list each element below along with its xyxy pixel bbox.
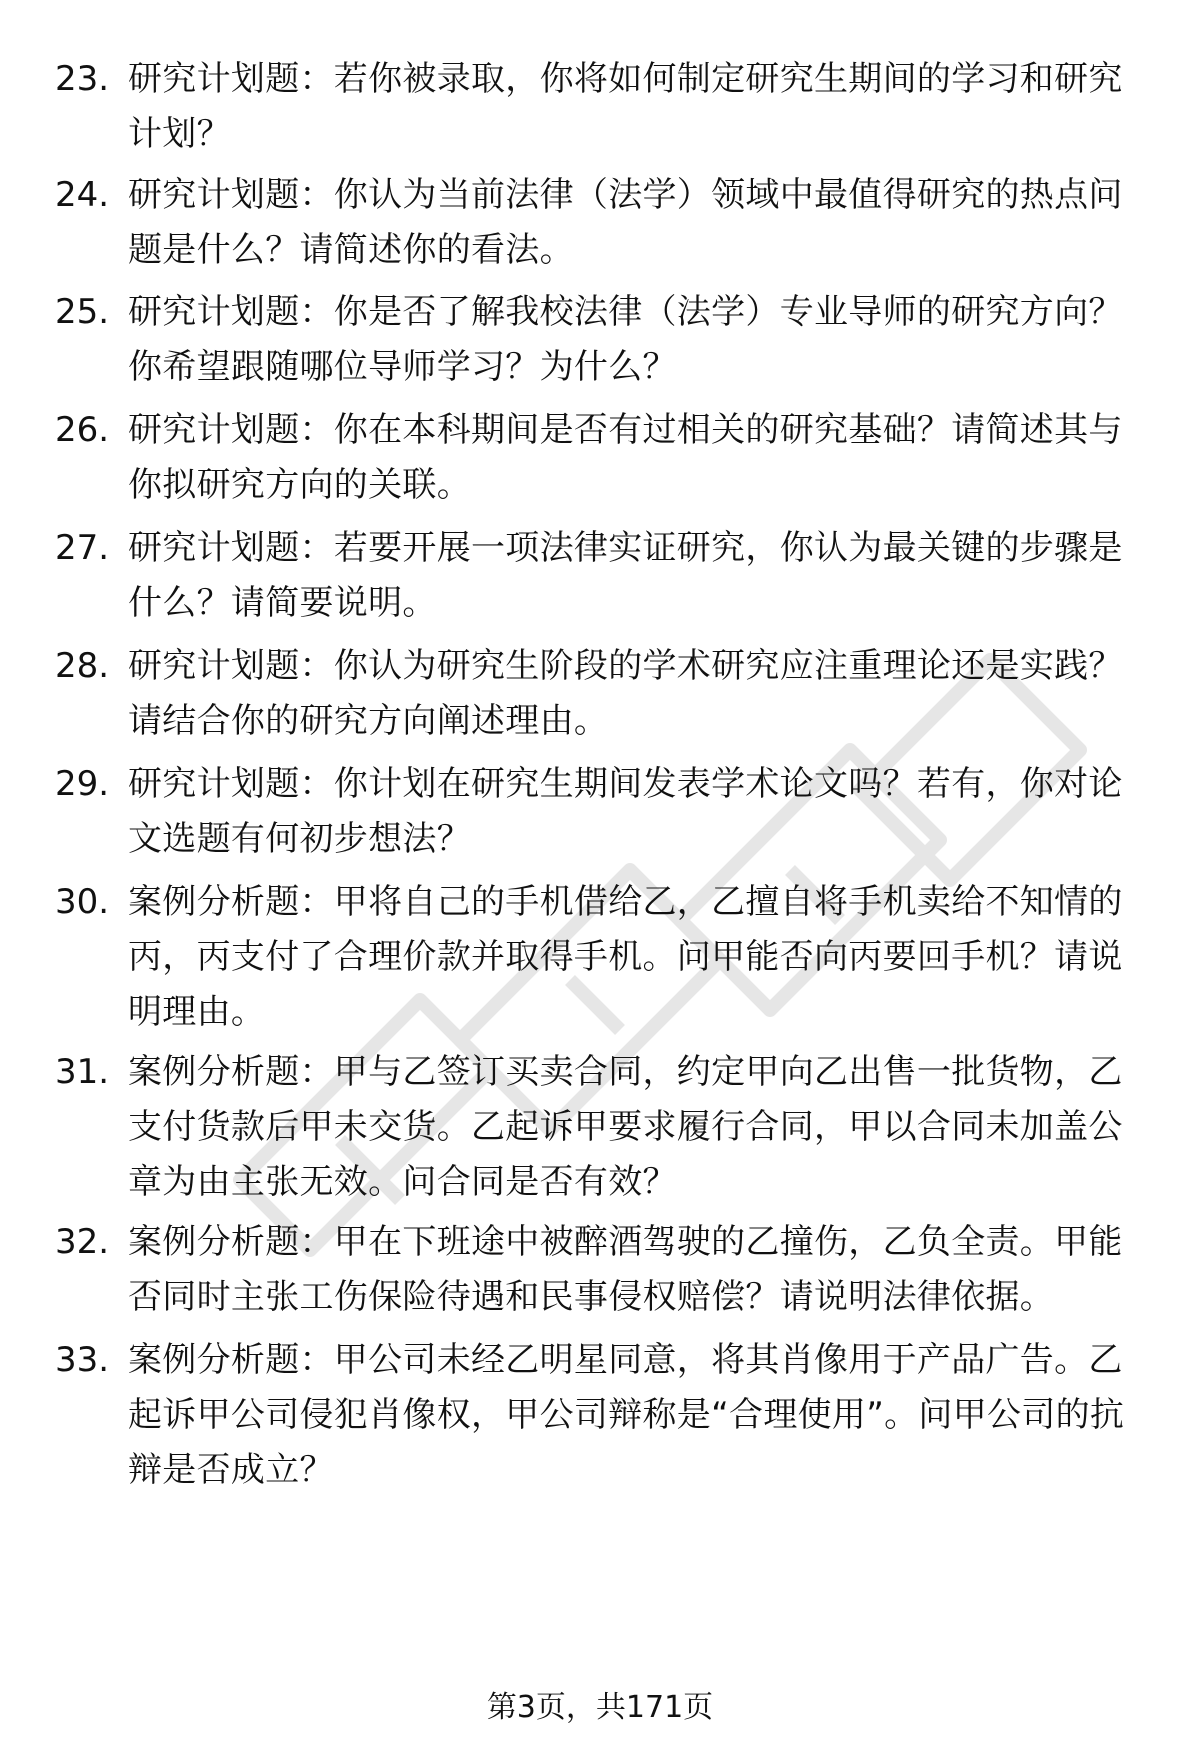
question-text: 案例分析题：甲公司未经乙明星同意，将其肖像用于产品广告。乙起诉甲公司侵犯肖像权，甲公司辩称是“合理使用”。问甲公司的抗辩是否成立？	[128, 1340, 1125, 1490]
question-number: 24.	[55, 175, 110, 215]
question-number: 30.	[55, 882, 110, 922]
question-item-27	[55, 521, 1145, 631]
question-text: 研究计划题：你计划在研究生期间发表学术论文吗？若有，你对论文选题有何初步想法？	[128, 764, 1123, 859]
question-number: 28.	[55, 646, 110, 686]
page-number-footer: 第3页，共171页	[486, 1690, 714, 1725]
question-item-25	[55, 285, 1145, 395]
question-number: 26.	[55, 410, 110, 450]
question-item-29	[55, 757, 1145, 867]
question-item-26	[55, 403, 1145, 513]
question-text: 案例分析题：甲将自己的手机借给乙，乙擅自将手机卖给不知情的丙，丙支付了合理价款并取得手机。问甲能否向丙要回手机？请说明理由。	[128, 882, 1123, 1032]
question-item-24	[55, 168, 1145, 278]
question-number: 33.	[55, 1340, 110, 1380]
question-text: 研究计划题：你认为当前法律（法学）领域中最值得研究的热点问题是什么？请简述你的看法。	[128, 175, 1123, 270]
question-text: 案例分析题：甲在下班途中被醉酒驾驶的乙撞伤，乙负全责。甲能否同时主张工伤保险待遇和民事侵权赔偿？请说明法律依据。	[128, 1222, 1123, 1317]
question-text: 研究计划题：若你被录取，你将如何制定研究生期间的学习和研究计划？	[128, 59, 1123, 154]
question-text: 研究计划题：若要开展一项法律实证研究，你认为最关键的步骤是什么？请简要说明。	[128, 528, 1123, 623]
question-number: 25.	[55, 292, 110, 332]
question-text: 研究计划题：你认为研究生阶段的学术研究应注重理论还是实践？请结合你的研究方向阐述理由。	[128, 646, 1123, 741]
question-number: 31.	[55, 1052, 110, 1092]
question-number: 27.	[55, 528, 110, 568]
question-number: 32.	[55, 1222, 110, 1262]
question-text: 案例分析题：甲与乙签订买卖合同，约定甲向乙出售一批货物，乙支付货款后甲未交货。乙起诉甲要求履行合同，甲以合同未加盖公章为由主张无效。问合同是否有效？	[128, 1052, 1123, 1202]
question-item-30	[55, 875, 1145, 1040]
question-item-32	[55, 1215, 1145, 1325]
question-number: 29.	[55, 764, 110, 804]
question-item-23	[55, 52, 1145, 162]
question-item-31	[55, 1045, 1145, 1210]
question-text: 研究计划题：你在本科期间是否有过相关的研究基础？请简述其与你拟研究方向的关联。	[128, 410, 1123, 505]
question-item-33	[55, 1333, 1145, 1498]
question-item-28	[55, 639, 1145, 749]
question-number: 23.	[55, 59, 110, 99]
question-text: 研究计划题：你是否了解我校法律（法学）专业导师的研究方向？你希望跟随哪位导师学习？为什么？	[128, 292, 1123, 387]
